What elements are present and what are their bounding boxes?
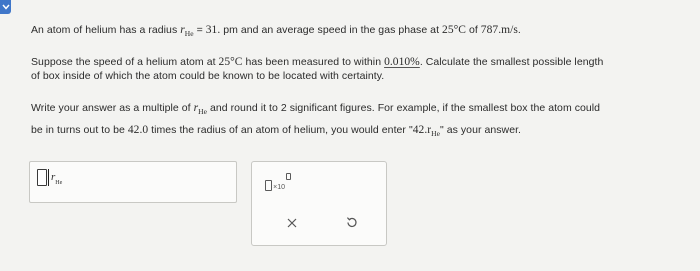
- exponent-slot-icon: [286, 173, 291, 180]
- answer-box: [29, 161, 237, 203]
- answer-unit-label: $r_{He}$: [51, 171, 63, 186]
- chevron-down-icon: [2, 4, 10, 10]
- math-tools-panel: [251, 161, 387, 246]
- times-ten-label: ×10: [273, 184, 286, 191]
- instructions-line-2: be in turns out to be 42.0 times the radius of an atom of helium, you would enter "$42.r_{He}$" as your answer.: [31, 124, 522, 138]
- undo-icon: [346, 215, 358, 233]
- mantissa-slot-icon: [265, 180, 272, 191]
- answer-input-group: [37, 169, 62, 186]
- collapse-chevron-button[interactable]: [0, 0, 11, 14]
- undo-button[interactable]: [344, 216, 360, 232]
- problem-intro: An atom of helium has a radius $r_{He} = 31$. pm and an average speed in the gas phase at 25°C of 787.m/s.: [31, 24, 521, 38]
- x-icon: [287, 215, 297, 233]
- problem-question-line-1: Suppose the speed of a helium atom at 25°C has been measured to within 0.010%. Calculate the smallest possible length: [31, 56, 604, 68]
- answer-input[interactable]: [37, 169, 47, 186]
- problem-question-line-2: of box inside of which the atom could be known to be located with certainty.: [31, 70, 385, 82]
- text-cursor: [48, 169, 49, 186]
- instructions-line-1: Write your answer as a multiple of $r_{He}$ and round it to 2 significant figures. For example, if the smallest box the atom could: [31, 102, 601, 116]
- scientific-notation-button[interactable]: [265, 172, 291, 194]
- clear-button[interactable]: [284, 216, 300, 232]
